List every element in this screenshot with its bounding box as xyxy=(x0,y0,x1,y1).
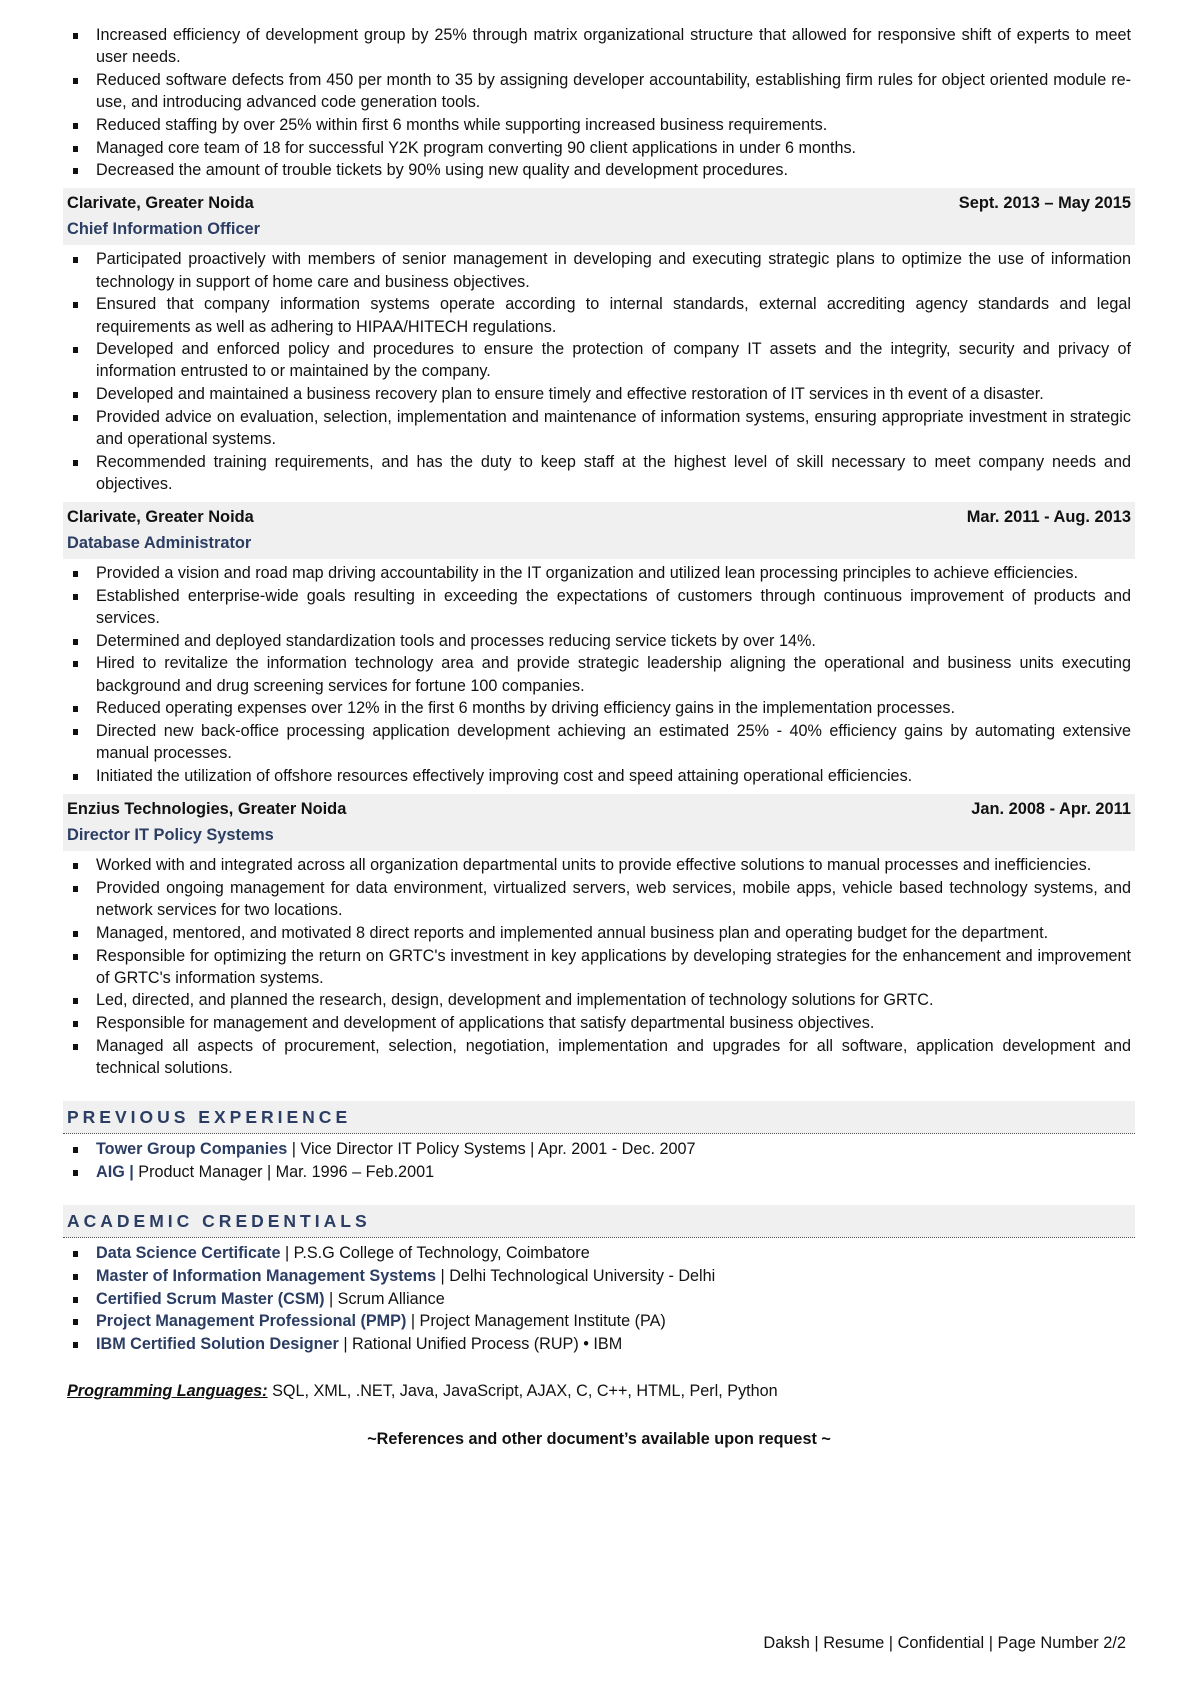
credential-item xyxy=(67,1265,1131,1287)
previous-experience-header xyxy=(63,1101,1135,1134)
job-bullet-list xyxy=(67,248,1131,495)
credential-name: Certified Scrum Master (CSM) xyxy=(96,1289,325,1308)
credential-item xyxy=(67,1288,1131,1310)
bullet-item: Increased efficiency of development group by 25% through matrix organizational structure that allowed for responsive shift of experts to meet user needs. xyxy=(67,24,1131,68)
job-title: Database Administrator xyxy=(67,534,252,553)
job-title: Chief Information Officer xyxy=(67,220,261,239)
bullet-item: Determined and deployed standardization tools and processes reducing service tickets by over 14%. xyxy=(67,630,1131,652)
programming-languages xyxy=(67,1379,1131,1403)
previous-experience-item xyxy=(67,1138,1131,1160)
credential-item xyxy=(67,1333,1131,1355)
bullet-item: Led, directed, and planned the research, design, development and implementation of technology solutions for GRTC. xyxy=(67,989,1131,1011)
bullet-item: Directed new back-office processing application development achieving an estimated 25% - 40% efficiency gains by automating extensive manual processes. xyxy=(67,720,1131,764)
bullet-item: Recommended training requirements, and has the duty to keep staff at the highest level of skill necessary to meet company needs and objectives. xyxy=(67,451,1131,495)
credential-name: Project Management Professional (PMP) xyxy=(96,1312,407,1331)
job-dates: Sept. 2013 – May 2015 xyxy=(958,194,1131,213)
credential-name: Master of Information Management Systems xyxy=(96,1266,437,1285)
job-dates: Mar. 2011 - Aug. 2013 xyxy=(966,508,1131,527)
bullet-item: Reduced operating expenses over 12% in the first 6 months by driving efficiency gains in the implementation processes. xyxy=(67,697,1131,719)
role-details: Product Manager | Mar. 1996 – Feb.2001 xyxy=(133,1162,435,1181)
job-bullet-list xyxy=(67,562,1131,787)
job-header xyxy=(63,794,1135,851)
bullet-item: Provided a vision and road map driving accountability in the IT organization and utilized lean processing principles to achieve efficiencies. xyxy=(67,562,1131,584)
bullet-item: Worked with and integrated across all organization departmental units to provide effective solutions to manual processes and inefficiencies. xyxy=(67,854,1131,876)
bullet-item: Developed and maintained a business recovery plan to ensure timely and effective restoration of IT services in th event of a disaster. xyxy=(67,383,1131,405)
bullet-item: Managed core team of 18 for successful Y2K program converting 90 client applications in under 6 months. xyxy=(67,137,1131,159)
programming-languages-value: SQL, XML, .NET, Java, JavaScript, AJAX, C, C++, HTML, Perl, Python xyxy=(267,1382,778,1401)
bullet-item: Hired to revitalize the information technology area and provide strategic leadership aligning the operational and business units executing background and drug screening services for fortune 100 companies. xyxy=(67,652,1131,696)
org-name: Tower Group Companies xyxy=(96,1140,288,1159)
job-bullet-list xyxy=(67,854,1131,1079)
bullet-item: Provided advice on evaluation, selection, implementation and maintenance of information systems, ensuring appropriate investment in strategic and operational systems. xyxy=(67,406,1131,450)
bullet-item: Responsible for optimizing the return on GRTC's investment in key applications by developing strategies for the enhancement and improvement of GRTC's information systems. xyxy=(67,945,1131,989)
credential-name: IBM Certified Solution Designer xyxy=(96,1334,339,1353)
bullet-item: Participated proactively with members of senior management in developing and executing strategic plans to optimize the use of information technology in support of home care and business objectives. xyxy=(67,248,1131,292)
role-details: | Vice Director IT Policy Systems | Apr. 2001 - Dec. 2007 xyxy=(287,1140,696,1159)
credential-name: Data Science Certificate xyxy=(96,1244,281,1263)
resume-page xyxy=(67,24,1131,1451)
credential-institution: | Project Management Institute (PA) xyxy=(406,1312,666,1331)
company-name: Enzius Technologies, Greater Noida xyxy=(67,800,347,819)
previous-experience-list xyxy=(67,1138,1131,1183)
credential-item xyxy=(67,1310,1131,1332)
org-name: AIG | xyxy=(96,1162,134,1181)
job-header xyxy=(63,502,1135,559)
bullet-item: Reduced staffing by over 25% within first 6 months while supporting increased business requirements. xyxy=(67,114,1131,136)
bullet-item: Decreased the amount of trouble tickets by 90% using new quality and development procedures. xyxy=(67,159,1131,181)
bullet-item: Ensured that company information systems operate according to internal standards, external accrediting agency standards and legal requirements as well as adhering to HIPAA/HITECH regulations. xyxy=(67,293,1131,337)
bullet-item: Provided ongoing management for data environment, virtualized servers, web services, mobile apps, vehicle based technology systems, and network services for two locations. xyxy=(67,877,1131,921)
page-footer: Daksh | Resume | Confidential | Page Number 2/2 xyxy=(763,1634,1126,1652)
credential-institution: | Scrum Alliance xyxy=(324,1289,445,1308)
job-header xyxy=(63,188,1135,245)
credential-institution: | Delhi Technological University - Delhi xyxy=(436,1266,716,1285)
credential-item xyxy=(67,1242,1131,1264)
bullet-item: Managed all aspects of procurement, selection, negotiation, implementation and upgrades for all software, application development and technical solutions. xyxy=(67,1035,1131,1079)
credential-institution: | P.S.G College of Technology, Coimbatore xyxy=(280,1244,590,1263)
programming-languages-label: Programming Languages: xyxy=(67,1382,268,1401)
academic-list xyxy=(67,1242,1131,1355)
bullet-item: Initiated the utilization of offshore resources effectively improving cost and speed attaining operational efficiencies. xyxy=(67,765,1131,787)
bullet-item: Developed and enforced policy and procedures to ensure the protection of company IT assets and the integrity, security and privacy of information entrusted to or maintained by the company. xyxy=(67,338,1131,382)
academic-credentials-header xyxy=(63,1205,1135,1238)
bullet-item: Managed, mentored, and motivated 8 direct reports and implemented annual business plan and operating budget for the department. xyxy=(67,922,1131,944)
job-title: Director IT Policy Systems xyxy=(67,826,274,845)
bullet-item: Reduced software defects from 450 per month to 35 by assigning developer accountability, establishing firm rules for object oriented module re-use, and introducing advanced code generation tools. xyxy=(67,69,1131,113)
credential-institution: | Rational Unified Process (RUP) • IBM xyxy=(338,1334,623,1353)
top-bullet-list xyxy=(67,24,1131,181)
bullet-item: Responsible for management and development of applications that satisfy departmental business objectives. xyxy=(67,1012,1131,1034)
job-dates: Jan. 2008 - Apr. 2011 xyxy=(971,800,1131,819)
references-note: ~References and other document’s available upon request ~ xyxy=(367,1430,831,1449)
section-title: ACADEMIC CREDENTIALS xyxy=(67,1211,371,1232)
company-name: Clarivate, Greater Noida xyxy=(67,508,254,527)
section-title: PREVIOUS EXPERIENCE xyxy=(67,1107,352,1128)
previous-experience-item xyxy=(67,1161,1131,1183)
company-name: Clarivate, Greater Noida xyxy=(67,194,254,213)
bullet-item: Established enterprise-wide goals resulting in exceeding the expectations of customers through continuous improvement of products and services. xyxy=(67,585,1131,629)
